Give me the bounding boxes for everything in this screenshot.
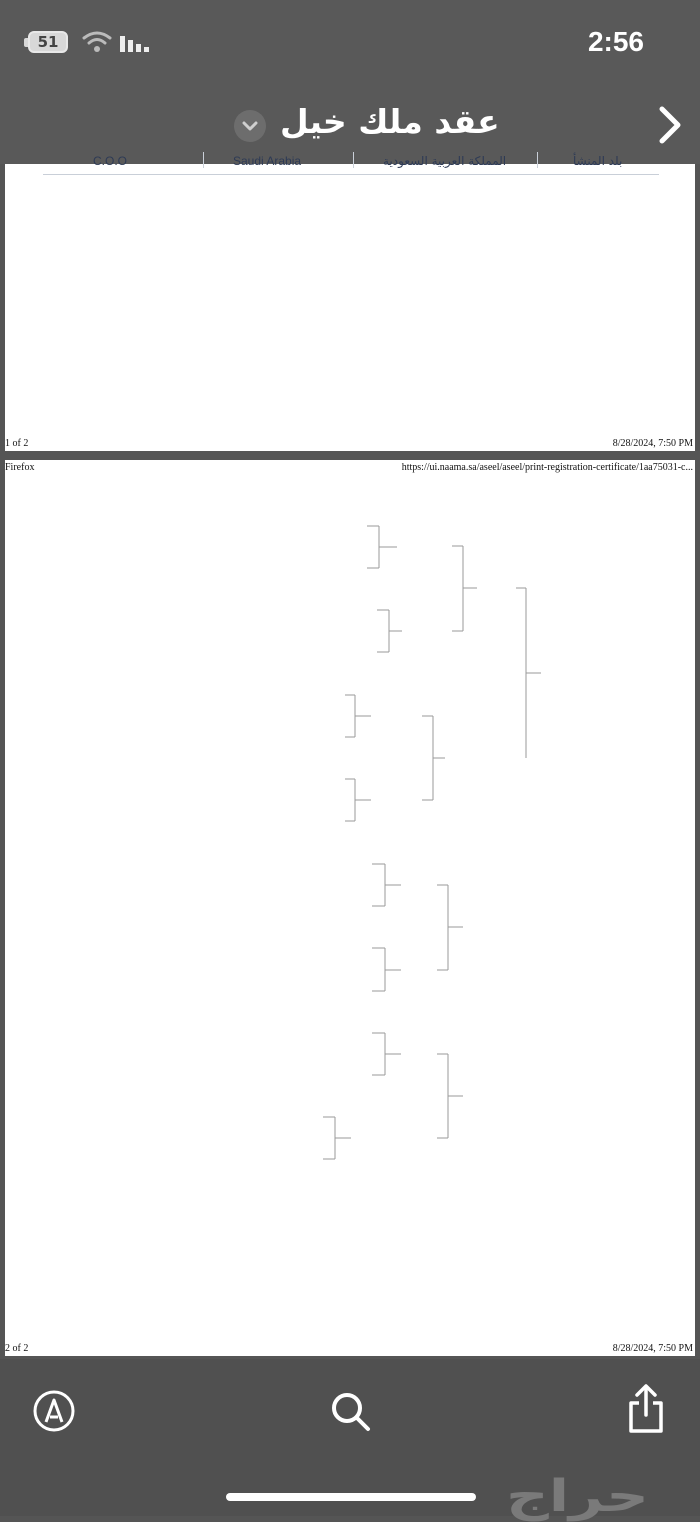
pdf-viewer[interactable] [0, 154, 700, 1359]
page-footer-left: 2 of 2 [5, 1343, 29, 1354]
battery-icon: 51 [28, 31, 68, 53]
clock: 2:56 [587, 26, 644, 57]
page-header-left: Firefox [5, 462, 35, 473]
page-header-right: https://ui.naama.sa/aseel/aseel/print-registration-certificate/1aa75031-c... [401, 462, 693, 473]
table-strip [43, 154, 659, 175]
page-footer-right: 8/28/2024, 7:50 PM [612, 1343, 693, 1354]
share-icon[interactable] [626, 1383, 666, 1435]
divider [203, 152, 204, 168]
chevron-right-icon[interactable] [654, 104, 686, 146]
watermark: حراج [506, 1471, 649, 1522]
table-cell: المملكة العربية السعودية [383, 154, 507, 168]
table-cell: Saudi Arabia [233, 154, 302, 168]
pdf-page-2 [5, 460, 695, 1356]
status-bar [0, 0, 700, 86]
table-cell: C.O.O [93, 154, 128, 168]
document-title: عقد ملك خيل [280, 102, 500, 141]
divider [353, 152, 354, 168]
pedigree-connectors [5, 460, 695, 1356]
page-footer-left: 1 of 2 [5, 438, 29, 449]
divider [537, 152, 538, 168]
home-indicator[interactable] [226, 1493, 476, 1501]
signal-icon [118, 32, 154, 54]
bottom-toolbar [0, 1359, 700, 1522]
pdf-page-1 [5, 154, 695, 451]
markup-pen-icon[interactable] [32, 1389, 76, 1433]
page-footer-right: 8/28/2024, 7:50 PM [612, 438, 693, 449]
table-cell: بلد المنشأ [573, 154, 623, 168]
title-bar [0, 86, 700, 164]
title-menu-button[interactable] [234, 110, 266, 142]
search-icon[interactable] [328, 1389, 372, 1433]
wifi-icon [82, 30, 112, 54]
chevron-down-icon [234, 110, 266, 142]
